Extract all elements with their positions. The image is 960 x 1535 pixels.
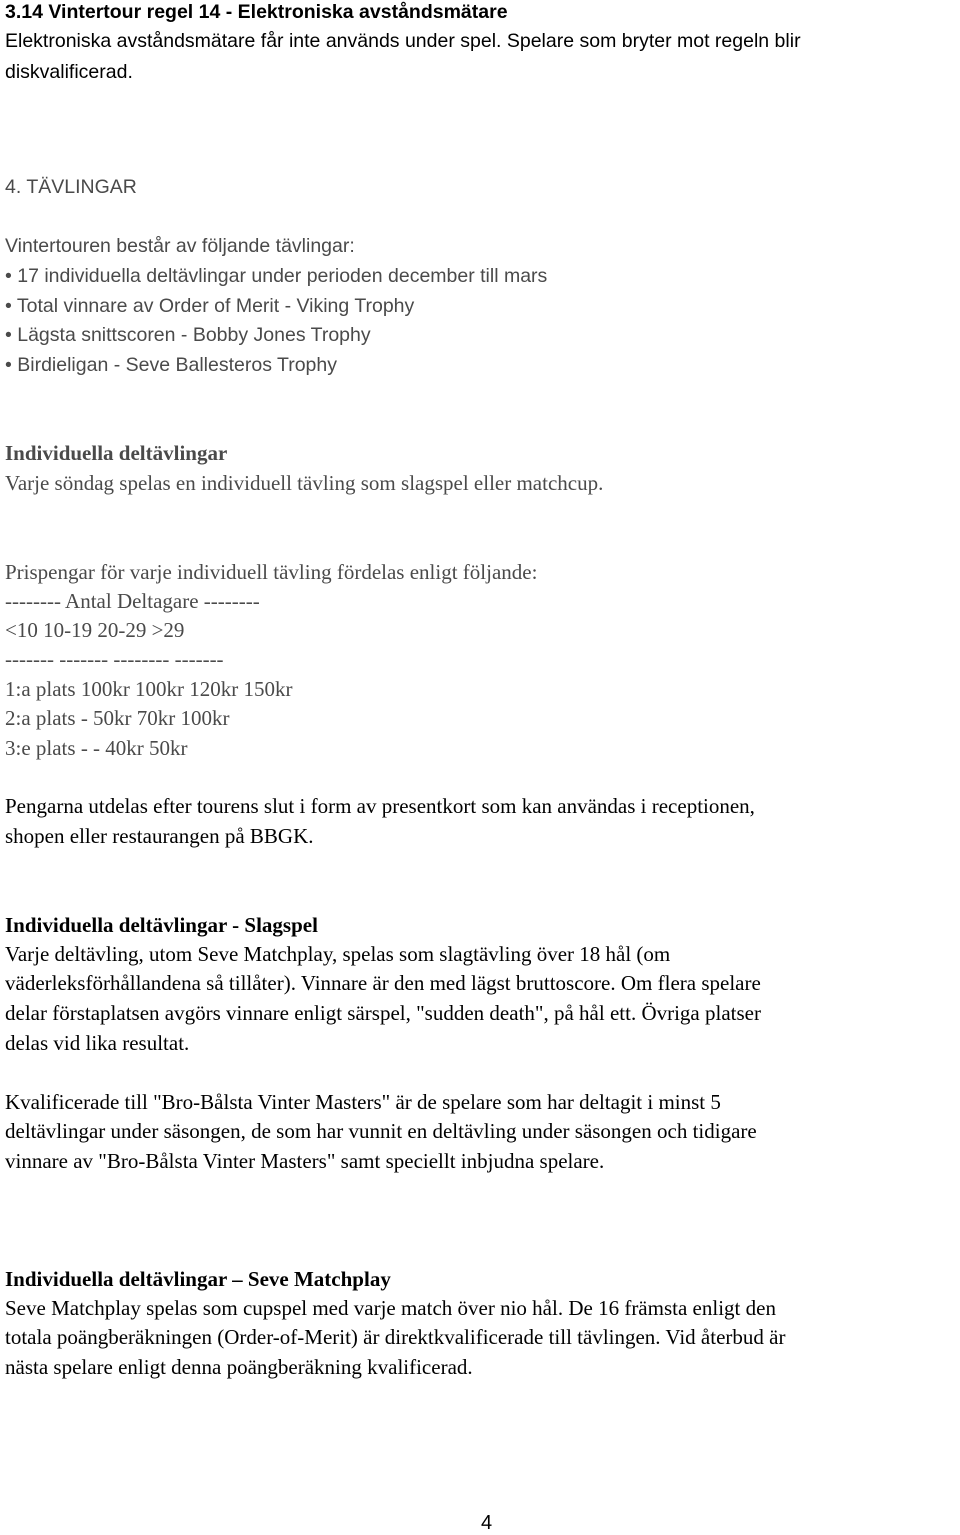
section-3-14-heading: 3.14 Vintertour regel 14 - Elektroniska avståndsmätare	[5, 1, 508, 23]
slagspel-text-line: väderleksförhållandena så tillåter). Vinnare är den med lägst bruttoscore. Om flera spelare	[5, 971, 761, 995]
masters-text-line: vinnare av "Bro-Bålsta Vinter Masters" samt speciellt inbjudna spelare.	[5, 1149, 605, 1173]
prize-table-divider: ------- ------- -------- -------	[5, 647, 224, 671]
section-3-14-text-line-2: diskvalificerad.	[5, 61, 133, 83]
masters-text-line: Kvalificerade till "Bro-Bålsta Vinter Masters" är de spelare som har deltagit i minst 5	[5, 1090, 721, 1114]
section-3-14-text-line-1: Elektroniska avståndsmätare får inte används under spel. Spelare som bryter mot regeln blir	[5, 30, 801, 52]
matchplay-text-line: Seve Matchplay spelas som cupspel med varje match över nio hål. De 16 främsta enligt den	[5, 1296, 776, 1320]
slagspel-heading: Individuella deltävlingar - Slagspel	[5, 913, 318, 937]
prize-table-row: 2:a plats - 50kr 70kr 100kr	[5, 706, 230, 730]
prize-table-columns: <10 10-19 20-29 >29	[5, 618, 185, 642]
individual-heading: Individuella deltävlingar	[5, 441, 228, 465]
slagspel-text-line: Varje deltävling, utom Seve Matchplay, spelas som slagtävling över 18 hål (om	[5, 942, 671, 966]
prize-intro: Prispengar för varje individuell tävling fördelas enligt följande:	[5, 560, 538, 584]
competition-bullet: • Total vinnare av Order of Merit - Viking Trophy	[5, 295, 415, 317]
competition-bullet: • Lägsta snittscoren - Bobby Jones Trophy	[5, 324, 371, 346]
prize-table-header: -------- Antal Deltagare --------	[5, 589, 260, 613]
prize-table-row: 1:a plats 100kr 100kr 120kr 150kr	[5, 677, 293, 701]
prize-note-line-2: shopen eller restaurangen på BBGK.	[5, 824, 314, 848]
section-4-heading: 4. TÄVLINGAR	[5, 176, 137, 198]
slagspel-text-line: delas vid lika resultat.	[5, 1031, 190, 1055]
matchplay-text-line: nästa spelare enligt denna poängberäkning kvalificerad.	[5, 1355, 473, 1379]
prize-table-row: 3:e plats - - 40kr 50kr	[5, 736, 188, 760]
competition-bullet: • Birdieligan - Seve Ballesteros Trophy	[5, 354, 337, 376]
matchplay-heading: Individuella deltävlingar – Seve Matchplay	[5, 1267, 391, 1291]
page-number: 4	[481, 1512, 493, 1534]
section-4-intro: Vintertouren består av följande tävlingar:	[5, 235, 355, 257]
individual-text: Varje söndag spelas en individuell tävling som slagspel eller matchcup.	[5, 471, 604, 495]
slagspel-text-line: delar förstaplatsen avgörs vinnare enligt särspel, "sudden death", på hål ett. Övriga platser	[5, 1001, 761, 1025]
matchplay-text-line: totala poängberäkningen (Order-of-Merit) är direktkvalificerade till tävlingen. Vid återbud är	[5, 1325, 786, 1349]
masters-text-line: deltävlingar under säsongen, de som har vunnit en deltävling under säsongen och tidigare	[5, 1119, 757, 1143]
prize-note-line-1: Pengarna utdelas efter tourens slut i form av presentkort som kan användas i receptionen,	[5, 794, 755, 818]
competition-bullet: • 17 individuella deltävlingar under perioden december till mars	[5, 265, 548, 287]
